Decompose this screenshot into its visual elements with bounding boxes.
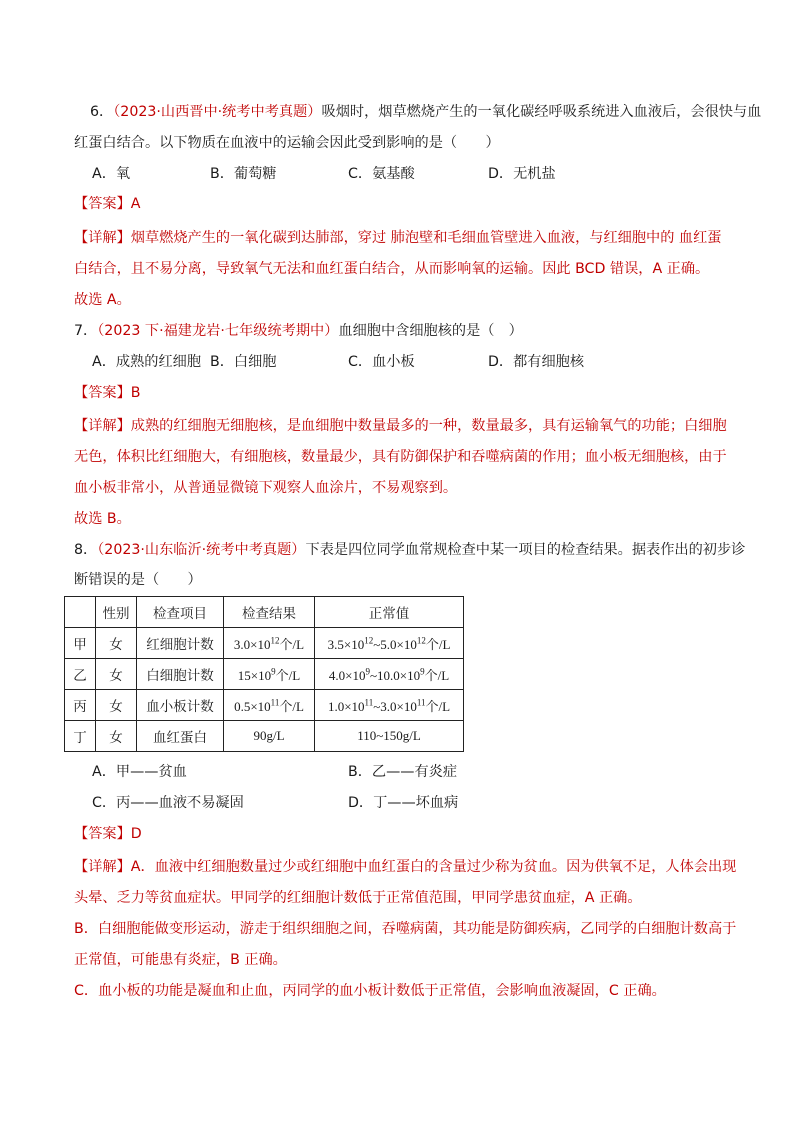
q6-source: （2023·山西晋中·统考中考真题） bbox=[113, 104, 322, 120]
detail-text: 烟草燃烧产生的一氧化碳到达肺部，穿过 肺泡壁和毛细血管壁进入血液，与红细胞中的 血红蛋 bbox=[130, 230, 722, 246]
answer-value: B bbox=[130, 385, 141, 401]
test-item: 血小板计数 bbox=[137, 690, 224, 721]
student-sex: 女 bbox=[96, 659, 137, 690]
q6-number: 6． bbox=[90, 104, 114, 120]
q7-answer bbox=[74, 383, 141, 403]
normal-range: $3.5\times 10^{12}\sim 5.0\times 10^{12}$个/L bbox=[315, 628, 464, 659]
normal-range: $4.0\times 10^9\sim 10.0\times 10^9$个/L bbox=[315, 659, 464, 690]
q6-stem-line1 bbox=[90, 102, 761, 122]
q7-detail-line3: 血小板非常小，从普通显微镜下观察人血涂片，不易观察到。 bbox=[74, 480, 458, 496]
test-item: 红细胞计数 bbox=[137, 628, 224, 659]
q6-option-b: B．葡萄糖 bbox=[210, 166, 277, 182]
q7-stem: 血细胞中含细胞核的是（ ） bbox=[338, 323, 523, 339]
detail-tag: 【详解】 bbox=[74, 418, 131, 434]
q8-option-d: D．丁——坏血病 bbox=[348, 795, 459, 811]
test-item: 白细胞计数 bbox=[137, 659, 224, 690]
q6-detail-line2: 白结合，且不易分离，导致氧气无法和血红蛋白结合，从而影响氧的运输。因此 BCD 错误，A 正确。 bbox=[74, 261, 710, 277]
q7-option-c: C．血小板 bbox=[348, 354, 415, 370]
q8-number: 8． bbox=[74, 542, 98, 558]
q8-source: （2023·山东临沂·统考中考真题） bbox=[97, 542, 306, 558]
q6-option-d: D．无机盐 bbox=[488, 166, 556, 182]
student-sex: 女 bbox=[96, 628, 137, 659]
test-item: 血红蛋白 bbox=[137, 721, 224, 752]
blood-test-table bbox=[64, 596, 464, 752]
q7-stem-line1 bbox=[74, 321, 523, 341]
student-name: 甲 bbox=[65, 628, 96, 659]
q8-detail-b-line1: B．白细胞能做变形运动，游走于组织细胞之间，吞噬病菌，其功能是防御疾病，乙同学的白细胞计数高于 bbox=[74, 921, 737, 937]
q8-stem-line2: 断错误的是（ ） bbox=[74, 572, 202, 588]
normal-range: $1.0\times 10^{11}\sim 3.0\times 10^{11}$个/L bbox=[315, 690, 464, 721]
q7-number: 7． bbox=[74, 323, 98, 339]
q7-detail-line2: 无色，体积比红细胞大，有细胞核，数量最少，具有防御保护和吞噬病菌的作用；血小板无细胞核，由于 bbox=[74, 449, 727, 465]
student-name: 乙 bbox=[65, 659, 96, 690]
table-row bbox=[65, 690, 464, 721]
table-header-cell: 检查结果 bbox=[224, 597, 315, 628]
q7-option-d: D．都有细胞核 bbox=[488, 354, 585, 370]
q6-stem-line2: 红蛋白结合。以下物质在血液中的运输会因此受到影响的是（ ） bbox=[74, 135, 500, 151]
detail-tag: 【详解】 bbox=[74, 859, 131, 875]
detail-text: A．血液中红细胞数量过少或红细胞中血红蛋白的含量过少称为贫血。因为供氧不足，人体会出现 bbox=[130, 859, 737, 875]
table-row bbox=[65, 628, 464, 659]
q7-option-a: A．成熟的红细胞 bbox=[92, 354, 202, 370]
q8-detail-a-line2: 头晕、乏力等贫血症状。甲同学的红细胞计数低于正常值范围，甲同学患贫血症，A 正确。 bbox=[74, 890, 642, 906]
q6-option-a: A．氧 bbox=[92, 166, 131, 182]
detail-text: 成熟的红细胞无细胞核，是血细胞中数量最多的一种，数量最多，具有运输氧气的功能；白细胞 bbox=[130, 418, 727, 434]
q6-stem: 吸烟时，烟草燃烧产生的一氧化碳经呼吸系统进入血液后，会很快与血 bbox=[321, 104, 762, 120]
table-row bbox=[65, 721, 464, 752]
answer-tag: 【答案】 bbox=[74, 826, 131, 842]
q6-conclusion: 故选 A。 bbox=[74, 292, 131, 308]
q8-stem: 下表是四位同学血常规检查中某一项目的检查结果。据表作出的初步诊 bbox=[305, 542, 746, 558]
answer-value: A bbox=[130, 196, 141, 212]
q8-detail-a-line1 bbox=[74, 857, 736, 877]
q6-option-c: C．氨基酸 bbox=[348, 166, 415, 182]
answer-value: D bbox=[130, 826, 142, 842]
q7-source: （2023 下·福建龙岩·七年级统考期中） bbox=[97, 323, 339, 339]
table-header-cell: 检查项目 bbox=[137, 597, 224, 628]
test-result: 90g/L bbox=[224, 721, 315, 752]
q8-option-c: C．丙——血液不易凝固 bbox=[92, 795, 244, 811]
table-row bbox=[65, 659, 464, 690]
answer-tag: 【答案】 bbox=[74, 385, 131, 401]
table-header-row bbox=[65, 597, 464, 628]
table-header-cell: 性别 bbox=[96, 597, 137, 628]
student-name: 丁 bbox=[65, 721, 96, 752]
q8-stem-line1 bbox=[74, 540, 745, 560]
q7-option-b: B．白细胞 bbox=[210, 354, 277, 370]
student-name: 丙 bbox=[65, 690, 96, 721]
table-header-cell: 正常值 bbox=[315, 597, 464, 628]
normal-range: 110~150g/L bbox=[315, 721, 464, 752]
table-header-cell bbox=[65, 597, 96, 628]
test-result: $0.5\times 10^{11}$个/L bbox=[224, 690, 315, 721]
student-sex: 女 bbox=[96, 721, 137, 752]
q6-answer bbox=[74, 194, 140, 214]
student-sex: 女 bbox=[96, 690, 137, 721]
q8-detail-c-line1: C．血小板的功能是凝血和止血，丙同学的血小板计数低于正常值，会影响血液凝固，C 正确。 bbox=[74, 983, 666, 999]
test-result: $3.0\times 10^{12}$个/L bbox=[224, 628, 315, 659]
q7-detail-line1 bbox=[74, 416, 727, 436]
q7-conclusion: 故选 B。 bbox=[74, 511, 131, 527]
test-result: $15\times 10^9$个/L bbox=[224, 659, 315, 690]
q8-option-b: B．乙——有炎症 bbox=[348, 764, 458, 780]
detail-tag: 【详解】 bbox=[74, 230, 131, 246]
answer-tag: 【答案】 bbox=[74, 196, 131, 212]
q6-detail-line1 bbox=[74, 228, 721, 248]
q8-option-a: A．甲——贫血 bbox=[92, 764, 187, 780]
q8-detail-b-line2: 正常值，可能患有炎症，B 正确。 bbox=[74, 952, 287, 968]
q8-answer bbox=[74, 824, 142, 844]
